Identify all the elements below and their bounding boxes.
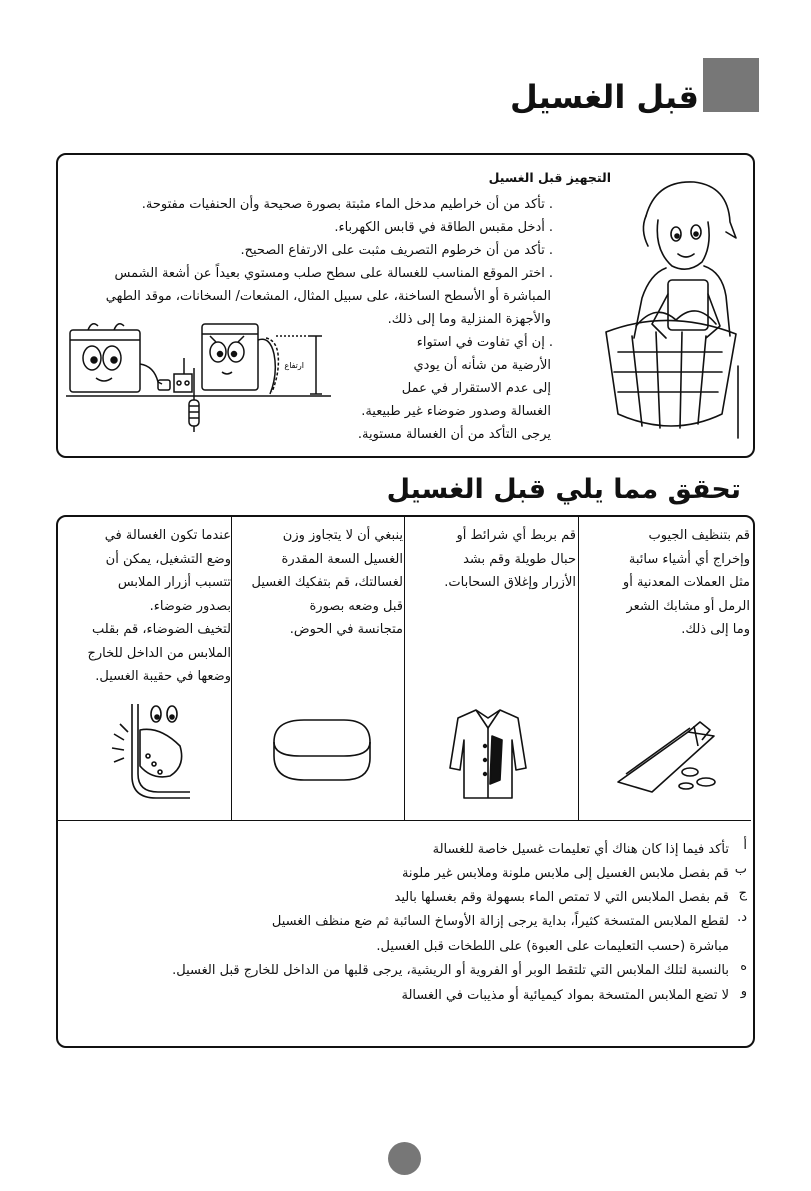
note-b: قم بفصل ملابس الغسيل إلى ملابس ملونة وملابس غير ملونة xyxy=(401,866,729,881)
note-f: لا تضع الملابس المتسخة بمواد كيميائية أو مذيبات في الغسالة xyxy=(401,988,729,1003)
check-column-ties: قم بربط أي شرائط أو حبال طويلة وقم بشد الأزرار وإغلاق السحابات. xyxy=(444,528,576,590)
note-f-letter: و xyxy=(740,984,747,999)
prep-line-3: .تأكد من أن خرطوم التصريف مثبت على الارتفاع الصحيح. xyxy=(240,243,553,258)
prep-line-7: .إن أي تفاوت في استواء xyxy=(416,335,553,350)
prep-line-1: .تأكد من أن خراطيم مدخل الماء مثبتة بصورة صحيحة وأن الحنفيات مفتوحة. xyxy=(141,197,553,212)
noisy-buttons-illustration xyxy=(108,700,194,804)
note-c: قم بفصل الملابس التي لا تمتص الماء بسهولة وقم بغسلها باليد xyxy=(394,890,729,905)
note-a-letter: أ xyxy=(743,838,747,853)
woman-with-basket-illustration xyxy=(596,176,748,440)
note-d-letter: د. xyxy=(737,910,747,925)
note-d-continued: مباشرة (حسب التعليمات على العبوة) على اللطخات قبل الغسيل. xyxy=(376,939,729,954)
prep-line-2: .أدخل مقبس الطاقة في قابس الكهرباء. xyxy=(334,220,553,235)
notes-divider xyxy=(58,820,751,821)
prep-line-9: إلى عدم الاستقرار في عمل xyxy=(401,381,551,396)
preparation-heading: التجهيز قبل الغسيل xyxy=(488,170,611,185)
column-divider-3 xyxy=(578,517,579,820)
note-c-letter: ج xyxy=(738,886,747,901)
note-d: لقطع الملابس المتسخة كثيراً، بداية يرجى إزالة الأوساخ السائبة ثم ضع منظف الغسيل xyxy=(271,914,729,929)
shirt-illustration xyxy=(448,706,528,802)
check-column-weight: ينبغي أن لا يتجاوز وزن الغسيل السعة المقدرة لغسالتك، قم بتفكيك الغسيل قبل وضعه بصورة متجانسة في الحوض. xyxy=(251,528,403,637)
prep-line-6: والأجهزة المنزلية وما إلى ذلك. xyxy=(387,312,551,327)
note-e: بالنسبة لتلك الملابس التي تلتقط الوبر أو الفروية أو الريشية، يرجى قلبها من الداخل للخارج قبل الغسيل. xyxy=(172,963,729,978)
prep-line-8: الأرضية من شأنه أن يودي xyxy=(413,358,551,373)
prep-line-4: .اختر الموقع المناسب للغسالة على سطح صلب ومستوي بعيداً عن أشعة الشمس xyxy=(114,266,553,281)
check-column-buttons: عندما تكون الغسالة في وضع التشغيل، يمكن أن تتسبب أزرار الملابس بصدور ضوضاء. لتخيف الضوضاء، قم بقلب الملابس من الداخل للخارج وضعها في حقيبة الغسيل. xyxy=(87,528,231,684)
header-square xyxy=(703,58,759,112)
checks-title: تحقق مما يلي قبل الغسيل xyxy=(386,474,741,505)
check-column-pockets: قم بتنظيف الجيوب وإخراج أي أشياء سائبة مثل العملات المعدنية أو الرمل أو مشابك الشعر وما إلى ذلك. xyxy=(622,528,750,637)
column-divider-2 xyxy=(404,517,405,820)
washing-machines-illustration xyxy=(66,318,341,438)
prep-line-10: الغسالة وصدور ضوضاء غير طبيعية. xyxy=(361,404,551,419)
page-title: قبل الغسيل xyxy=(510,78,699,116)
pocket-coins-illustration xyxy=(614,712,724,802)
note-a: تأكد فيما إذا كان هناك أي تعليمات غسيل خاصة للغسالة xyxy=(432,842,729,857)
note-e-letter: ه xyxy=(740,959,747,974)
prep-line-5: المباشرة أو الأسطح الساخنة، على سبيل المثال، المشعات/ السخانات، موقد الطهي xyxy=(105,289,551,304)
page-number-circle xyxy=(388,1142,421,1175)
note-b-letter: ب xyxy=(734,862,747,877)
prep-line-11: يرجى التأكد من أن الغسالة مستوية. xyxy=(357,427,551,442)
column-divider-1 xyxy=(231,517,232,820)
height-label: ارتفاع xyxy=(284,361,304,370)
folded-laundry-illustration xyxy=(268,716,372,786)
